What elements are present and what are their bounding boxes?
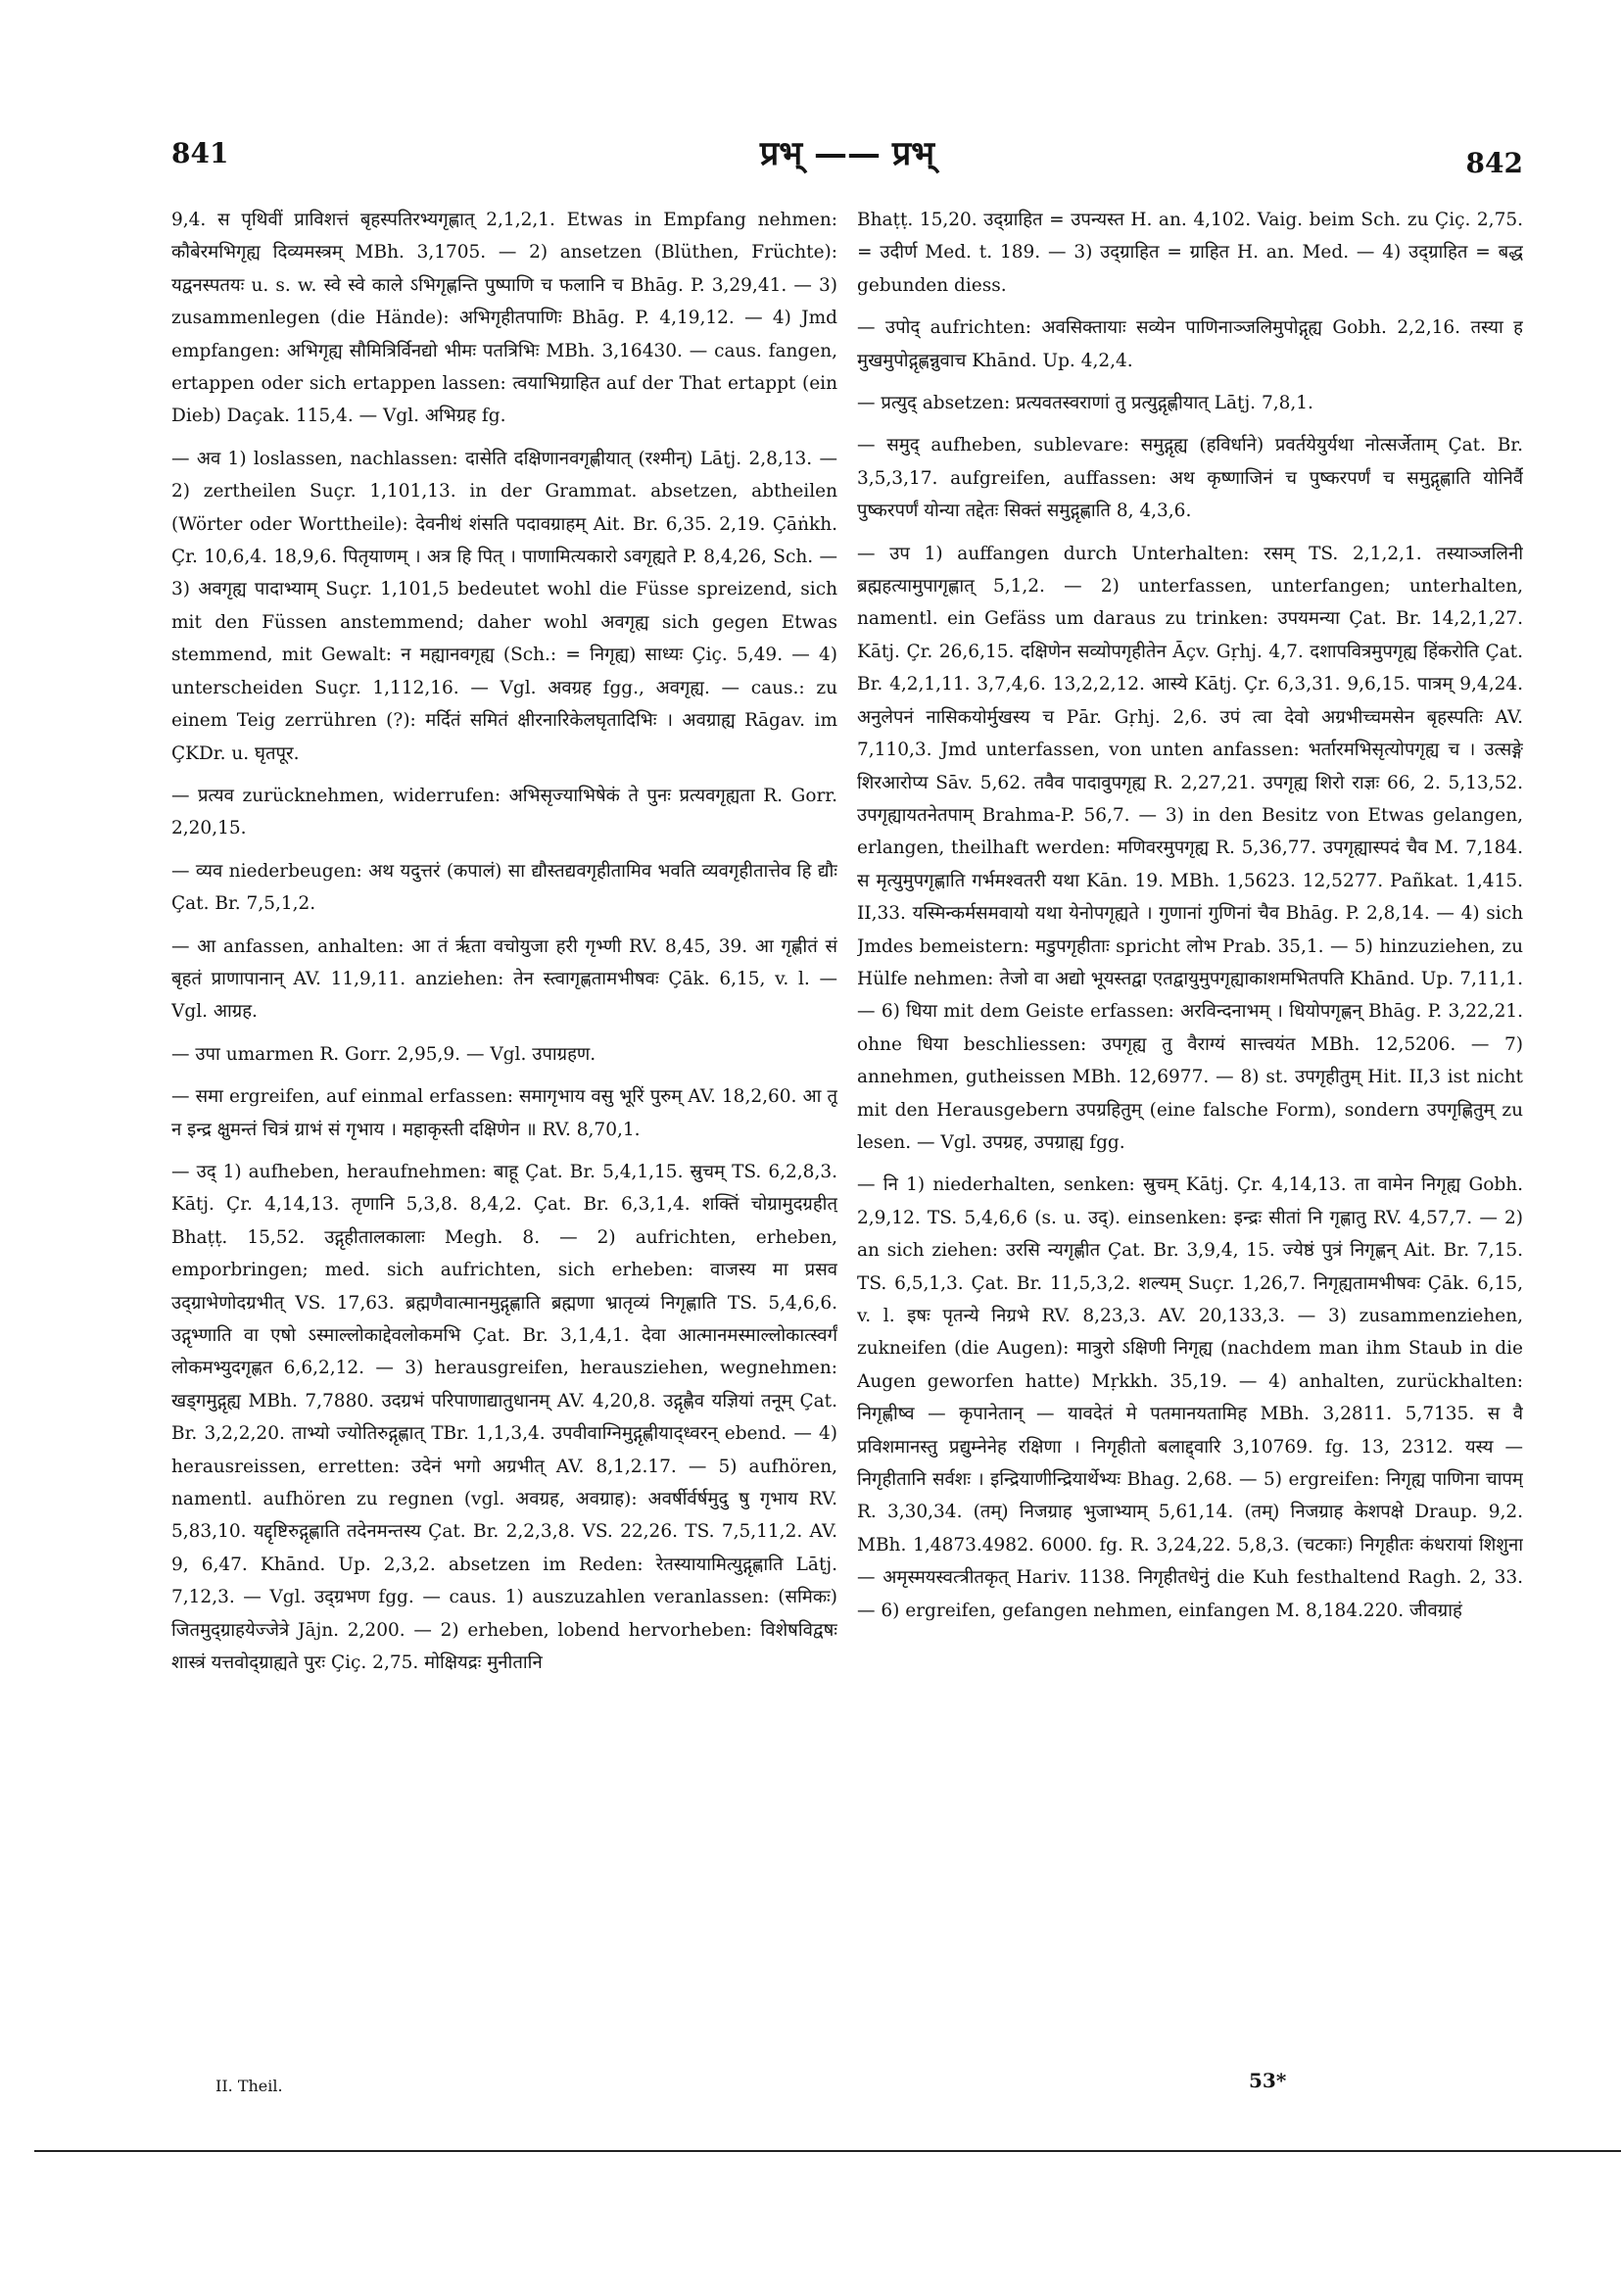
page-number-right: 842 xyxy=(1465,147,1523,179)
entry-paragraph: — उप 1) auffangen durch Unterhalten: रसम् TS. 2,1,2,1. तस्याञ्जलिनी ब्रह्महत्यामुपागृह्णात् 5,1,2. — 2) unterfassen, unterfangen; unterhalten, namentl. ein Gefäss um daraus zu trinken: उपयमन्या Çat. Br. 14,2,1,27. Kātj. Çr. 26,6,15. दक्षिणेन सव्योपगृहीतेन Āçv. Gṛhj. 4,7. दशापवित्रमुपगृह्य हिंकरोति Çat. Br. 4,2,1,11. 3,7,4,6. 13,2,2,12. आस्ये Kātj. Çr. 6,3,31. 9,6,15. पात्रम् 9,4,24. अनुलेपनं नासिकयोर्मुखस्य च Pār. Gṛhj. 2,6. उपं त्वा देवो अग्रभीच्चमसेन बृहस्पतिः AV. 7,110,3. Jmd unterfassen, von unten anfassen: भर्तारमभिसृत्योपगृह्य च । उत्सङ्गे शिरआरोप्य Sāv. 5,62. तवैव पादावुपगृह्य R. 2,27,21. उपगृह्य शिरो राज्ञः 66, 2. 5,13,52. उपगृह्यायतनेतपाम् Brahma-P. 56,7. — 3) in den Besitz von Etwas gelangen, erlangen, theilhaft werden: मणिवरमुपगृह्य R. 5,36,77. उपगृह्यास्पदं चैव M. 7,184. स मृत्युमुपगृह्णाति गर्भमश्वतरी यथा Kān. 19. MBh. 1,5623. 12,5277. Pañkat. 1,415. II,33. यस्मिन्कर्मसमवायो यथा येनोपगृह्यते । गुणानां गुणिनां चैव Bhāg. P. 2,8,14. — 4) sich Jmdes bemeistern: मडुपगृहीताः spricht लोभ Prab. 35,1. — 5) hinzuziehen, zu Hülfe nehmen: तेजो वा अद्यो भूयस्तद्वा एतद्वायुमुपगृह्याकाशमभितपति Khānd. Up. 7,11,1. — 6) धिया mit dem Geiste erfassen: अरविन्दनाभम् । धियोपगृह्णन् Bhāg. P. 3,22,21. ohne धिया beschliessen: उपगृह्य तु वैराग्यं सात्त्वयंत MBh. 12,5206. — 7) annehmen, gutheissen MBh. 12,6977. — 8) st. उपगृहीतुम् Hit. II,3 ist nicht mit den Herausgebern उपग्रहितुम् (eine falsche Form), sondern उपगृह्णितुम् zu lesen. — Vgl. उपग्रह, उपग्राह्य fgg. xyxy=(857,543,1523,1153)
entry-paragraph: — उद् 1) aufheben, heraufnehmen: बाहू Çat. Br. 5,4,1,15. स्रुचम् TS. 6,2,8,3. Kātj. Çr. 4,14,13. तृणानि 5,3,8. 8,4,2. Çat. Br. 6,3,1,4. शक्तिं चोग्रामुदग्रहीत् Bhaṭṭ. 15,52. उद्गृहीतालकालाः Megh. 8. — 2) aufrichten, erheben, emporbringen; med. sich aufrichten, sich erheben: वाजस्य मा प्रसव उद्ग्राभेणोदग्रभीत् VS. 17,63. ब्रह्मणैवात्मानमुद्गृह्णाति ब्रह्मणा भ्रातृव्यं निगृह्णाति TS. 5,4,6,6. उद्गृभ्णाति वा एषो ऽस्माल्लोकाद्देवलोकमभि Çat. Br. 3,1,4,1. देवा आत्मानमस्माल्लोकात्स्वर्गं लोकमभ्युदगृह्णत 6,6,2,12. — 3) herausgreifen, herausziehen, wegnehmen: खड्गमुद्गृह्य MBh. 7,7880. उदग्रभं परिपाणाद्यातुधानम् AV. 4,20,8. उद्गृह्णैव यज्ञियां तनूम् Çat. Br. 3,2,2,20. ताभ्यो ज्योतिरुद्गृह्णात् TBr. 1,1,3,4. उपवीवाग्निमुद्गृह्णीयाद्ध्वरन् ebend. — 4) herausreissen, erretten: उदेनं भगो अग्रभीत् AV. 8,1,2.17. — 5) aufhören, namentl. aufhören zu regnen (vgl. अवग्रह, अवग्राह): अवर्षीर्वर्षमुदु षु गृभाय RV. 5,83,10. यद्दृष्टिरुद्गृह्णाति तदेनमन्तस्य Çat. Br. 2,2,3,8. VS. 22,26. TS. 7,5,11,2. AV. 9, 6,47. Khānd. Up. 2,3,2. absetzen im Reden: रेतस्यायामित्युद्गृह्णाति Lāṭj. 7,12,3. — Vgl. उद्ग्रभण fgg. — caus. 1) auszuzahlen veranlassen: (समिकः) जितमुद्ग्राहयेज्जेत्रे Jājn. 2,200. — 2) erheben, lobend hervorheben: विशेषविद्वषः शास्त्रं यत्तवोद्ग्राह्यते पुरः Çiç. 2,75. मोक्षियद्रः मुनीतानि xyxy=(171,1161,837,1674)
entry-paragraph: — आ anfassen, anhalten: आ तं रृता वचोयुजा हरी गृभ्णी RV. 8,45, 39. आ गृह्णीतं सं बृहतं प्राणापानान् AV. 11,9,11. anziehen: तेन स्त्वागृह्णतामभीषवः Çāk. 6,15, v. l. — Vgl. आग्रह. xyxy=(171,935,837,1023)
entry-paragraph: — समुद् aufheben, sublevare: समुद्गृह्य (हविर्धाने) प्रवर्तयेयुर्यथा नोत्सर्जेताम् Çat. Br. 3,5,3,17. aufgreifen, auffassen: अथ कृष्णाजिनं च पुष्करपर्णं च समुद्गृह्णाति योनिर्वै पुष्करपर्णं योन्या तद्देतः सिक्तं समुद्गृह्णाति 8, 4,3,6. xyxy=(857,435,1523,522)
entry-paragraph: — व्यव niederbeugen: अथ यदुत्तरं (कपालं) सा द्यौस्तद्यवगृहीतामिव भवति व्यवगृहीतात्तेव हि द्यौः Çat. Br. 7,5,1,2. xyxy=(171,860,837,915)
entry-paragraph: — उपोद् aufrichten: अवसिक्तायाः सव्येन पाणिनाञ्जलिमुपोद्गृह्य Gobh. 2,2,16. तस्या ह मुखमुपोद्गृह्णन्नुवाच Khānd. Up. 4,2,4. xyxy=(857,317,1523,371)
volume-footer: II. Theil. xyxy=(215,2077,283,2095)
right-column xyxy=(857,204,1523,2065)
entry-paragraph: — प्रत्यव zurücknehmen, widerrufen: अभिसृज्याभिषेकं ते पुनः प्रत्यवगृह्यता R. Gorr. 2,20,15. xyxy=(171,785,837,839)
entry-paragraph: Bhaṭṭ. 15,20. उद्ग्राहित = उपन्यस्त H. an. 4,102. Vaig. beim Sch. zu Çiç. 2,75. = उदीर्ण Med. t. 189. — 3) उद्ग्राहित = ग्राहित H. an. Med. — 4) उद्ग्राहित = बद्ध gebunden diess. xyxy=(857,210,1523,296)
entry-paragraph: — अव 1) loslassen, nachlassen: दासेति दक्षिणानवगृह्णीयात् (रश्मीन्) Lāṭj. 2,8,13. — 2) zertheilen Suçr. 1,101,13. in der Grammat. absetzen, abtheilen (Wörter oder Worttheile): देवनीथं शंसति पदावग्राहम् Ait. Br. 6,35. 2,19. Çāṅkh. Çr. 10,6,4. 18,9,6. पितृयाणम् । अत्र हि पित् । पाणामित्यकारो ऽवगृह्यते P. 8,4,26, Sch. — 3) अवगृह्य पादाभ्याम् Suçr. 1,101,5 bedeutet wohl die Füsse spreizend, sich mit den Füssen anstemmend; daher wohl अवगृह्य sich gegen Etwas stemmend, mit Gewalt: न मह्यानवगृह्य (Sch.: = निगृह्य) साध्यः Çiç. 5,49. — 4) unterscheiden Suçr. 1,112,16. — Vgl. अवग्रह fgg., अवगृह्य. — caus.: zu einem Teig zerrühren (?): मर्दितं समितं क्षीरनारिकेलघृतादिभिः । अवग्राह्य Rāgav. im ÇKDr. u. घृतपूर. xyxy=(171,448,837,764)
bottom-rule xyxy=(34,2150,1621,2152)
page-header xyxy=(171,127,1523,179)
entry-paragraph: — उपा umarmen R. Gorr. 2,95,9. — Vgl. उपाग्रहण. xyxy=(171,1043,596,1065)
left-column xyxy=(171,204,837,2065)
entry-paragraph: — नि 1) niederhalten, senken: स्रुचम् Kātj. Çr. 4,14,13. ता वामेन निगृह्य Gobh. 2,9,12. TS. 5,4,6,6 (s. u. उद्). einsenken: इन्द्रः सीतां नि गृह्णातु RV. 4,57,7. — 2) an sich ziehen: उरसि न्यगृह्णीत Çat. Br. 3,9,4, 15. ज्येष्ठं पुत्रं निगृह्णन् Ait. Br. 7,15. TS. 6,5,1,3. Çat. Br. 11,5,3,2. शल्यम् Suçr. 1,26,7. निगृह्यतामभीषवः Çāk. 6,15, v. l. इषः पृतन्ये निग्रभे RV. 8,23,3. AV. 20,133,3. — 3) zusammenziehen, zukneifen (die Augen): मात्रुरो ऽक्षिणी निगृह्य (nachdem man ihm Staub in die Augen geworfen hatte) Mṛkkh. 35,19. — 4) anhalten, zurückhalten: निगृह्णीष्व — कृपानेतान् — यावदेतं मे पतमानयतामिह MBh. 3,2811. 5,7135. स वै प्रविशमानस्तु प्रद्युम्नेनेह रक्षिणा । निगृहीतो बलाद्द्वारि 3,10769. fg. 13, 2312. यस्य — निगृहीतानि सर्वशः । इन्द्रियाणीन्द्रियार्थेभ्यः Bhag. 2,68. — 5) ergreifen: निगृह्य पाणिना चापम् R. 3,30,34. (तम्) निजग्राह भुजाभ्याम् 5,61,14. (तम्) निजग्राह केशपक्षे Draup. 9,2. MBh. 1,4873.4982. 6000. fg. R. 3,24,22. 5,8,3. (चटकाः) निगृहीतः कंधरायां शिशुना — अमृस्मयस्वत्त्रीतकृत् Hariv. 1138. निगृहीतधेनुं die Kuh festhaltend Ragh. 2, 33. — 6) ergreifen, gefangen nehmen, einfangen M. 8,184.220. जीवग्राहं xyxy=(857,1174,1523,1621)
running-headword: प्रभ् —— प्रभ् xyxy=(759,134,935,173)
page-number-left: 841 xyxy=(171,137,229,169)
entry-paragraph: — समा ergreifen, auf einmal erfassen: समागृभाय वसु भूरिं पुरुम् AV. 18,2,60. आ तू न इन्द्र क्षुमन्तं चित्रं ग्राभं सं गृभाय । महाकृस्ती दक्षिणेन ॥ RV. 8,70,1. xyxy=(171,1086,837,1140)
entry-paragraph: — प्रत्युद् absetzen: प्रत्यवतस्वराणां तु प्रत्युद्गृह्णीयात् Lāṭj. 7,8,1. xyxy=(857,393,1313,414)
entry-paragraph: 9,4. स पृथिवीं प्राविशत्तं बृहस्पतिरभ्यगृह्णात् 2,1,2,1. Etwas in Empfang nehmen: कौबेरमभिगृह्य दिव्यमस्त्रम् MBh. 3,1705. — 2) ansetzen (Blüthen, Früchte): यद्वनस्पतयः u. s. w. स्वे स्वे काले ऽभिगृह्णन्ति पुष्पाणि च फलानि च Bhāg. P. 3,29,41. — 3) zusammenlegen (die Hände): अभिगृहीतपाणिः Bhāg. P. 4,19,12. — 4) Jmd empfangen: अभिगृह्य सौमित्रिर्विनद्यो भीमः पतत्रिभिः MBh. 3,16430. — caus. fangen, ertappen oder sich ertappen lassen: त्वयाभिग्राहित auf der That ertappt (ein Dieb) Daçak. 115,4. — Vgl. अभिग्रह fg. xyxy=(171,210,837,427)
signature-mark: 53* xyxy=(1249,2069,1287,2092)
